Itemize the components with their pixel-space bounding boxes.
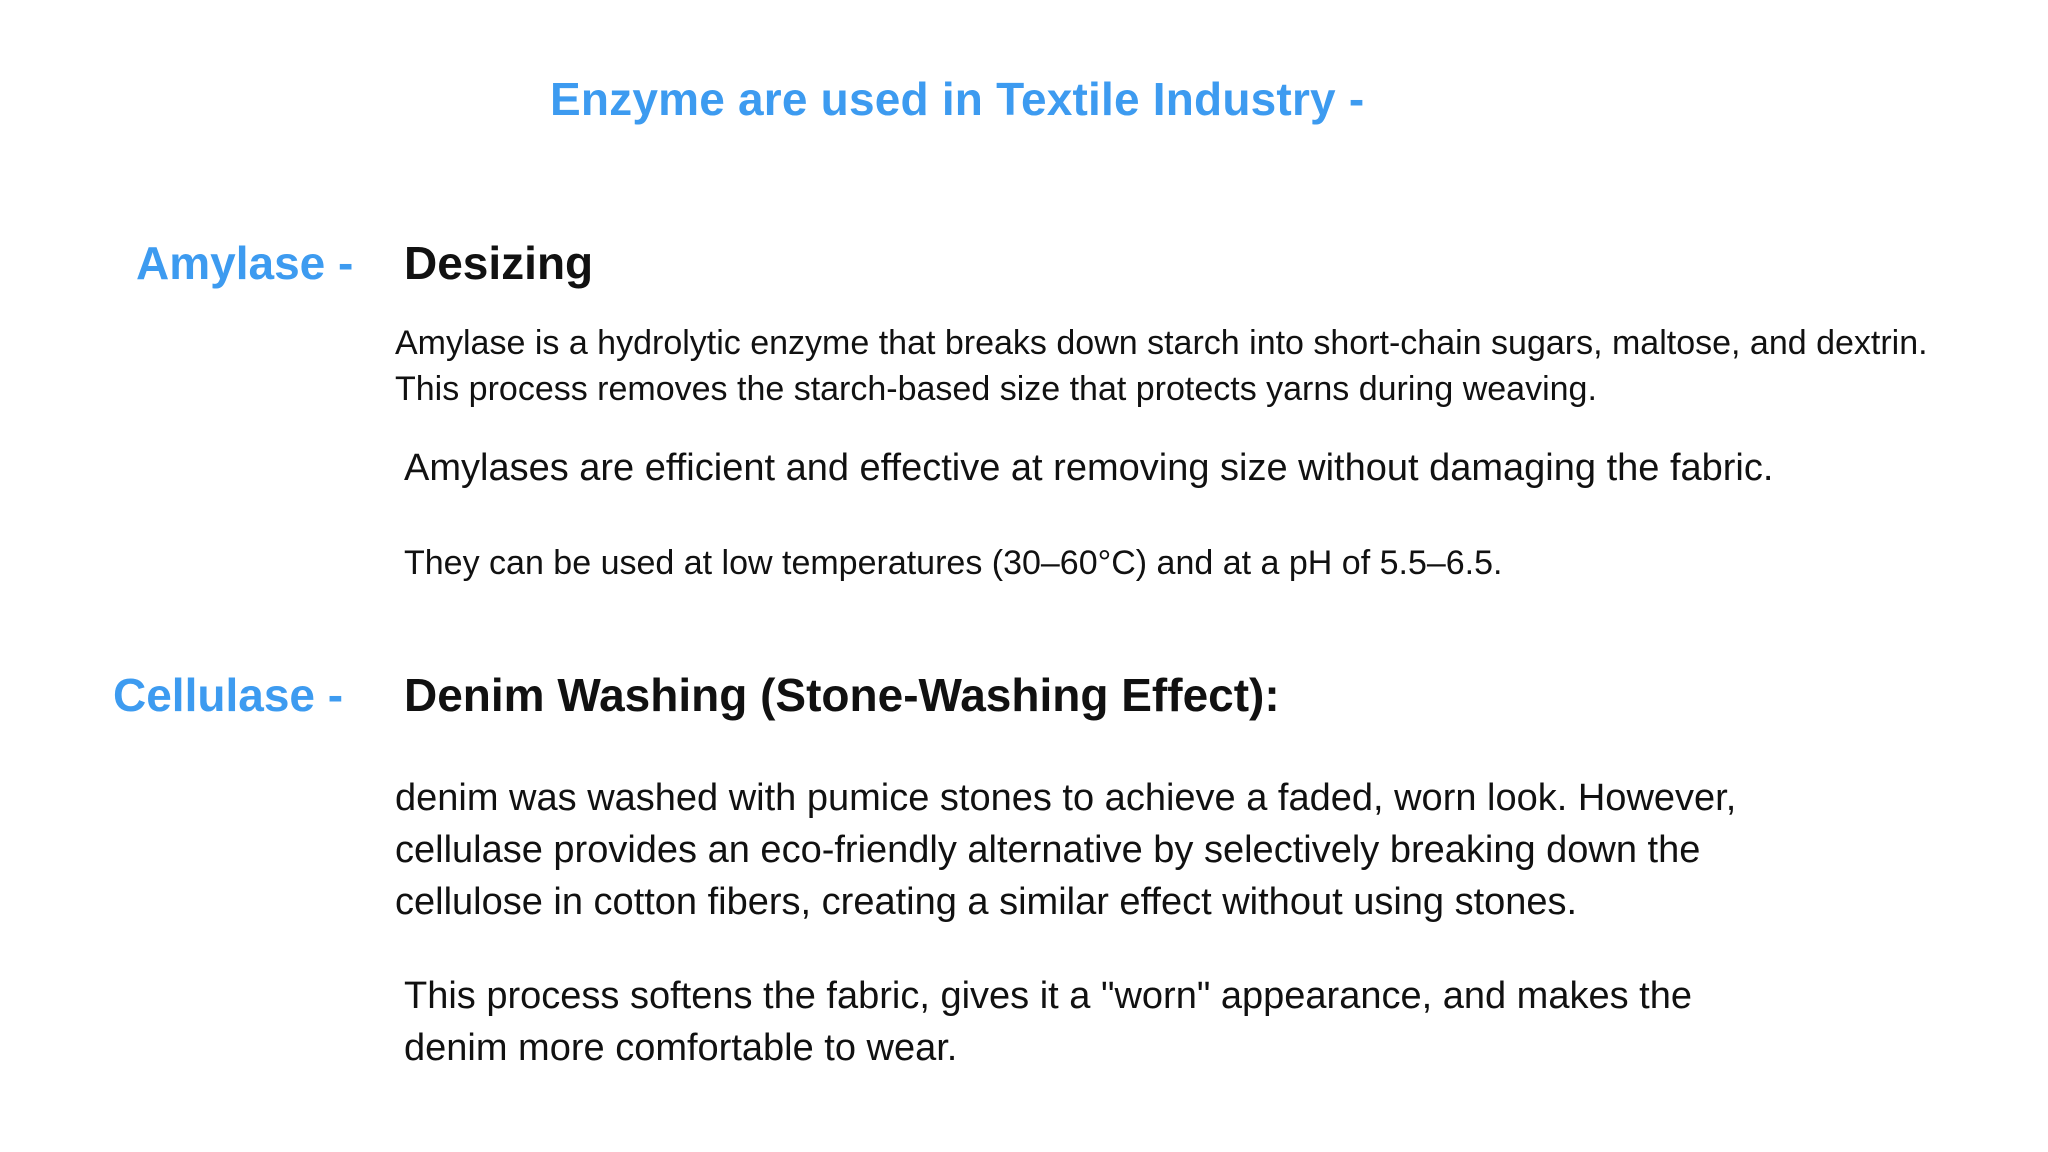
paragraph-amylase-definition xyxy=(395,320,1928,412)
text-line: denim more comfortable to wear. xyxy=(404,1027,958,1069)
text-line: cellulose in cotton fibers, creating a similar effect without using stones. xyxy=(395,881,1578,923)
paragraph-cellulase-description xyxy=(395,772,1736,928)
text-line: denim was washed with pumice stones to achieve a faded, worn look. However, xyxy=(395,777,1737,819)
paragraph-amylase-efficiency xyxy=(404,442,1773,494)
paragraph-cellulase-benefits xyxy=(404,970,1692,1074)
text-line: This process softens the fabric, gives it a "worn" appearance, and makes the xyxy=(404,975,1692,1017)
text-line: cellulase provides an eco-friendly alternative by selectively breaking down the xyxy=(395,829,1701,871)
slide-title: Enzyme are used in Textile Industry - xyxy=(550,73,1365,125)
paragraph-amylase-conditions xyxy=(404,540,1502,586)
text-line: Amylases are efficient and effective at removing size without damaging the fabric. xyxy=(404,447,1774,489)
text-line: Amylase is a hydrolytic enzyme that breaks down starch into short-chain sugars, maltose, and dextrin. xyxy=(395,324,1928,362)
enzyme-label-cellulase: Cellulase - xyxy=(113,669,344,721)
section-heading-denim-washing: Denim Washing (Stone-Washing Effect): xyxy=(404,669,1280,721)
text-line: This process removes the starch-based size that protects yarns during weaving. xyxy=(395,370,1597,408)
text-line: They can be used at low temperatures (30–60°C) and at a pH of 5.5–6.5. xyxy=(404,544,1503,582)
enzyme-label-amylase: Amylase - xyxy=(136,237,354,289)
section-heading-desizing: Desizing xyxy=(404,237,594,289)
